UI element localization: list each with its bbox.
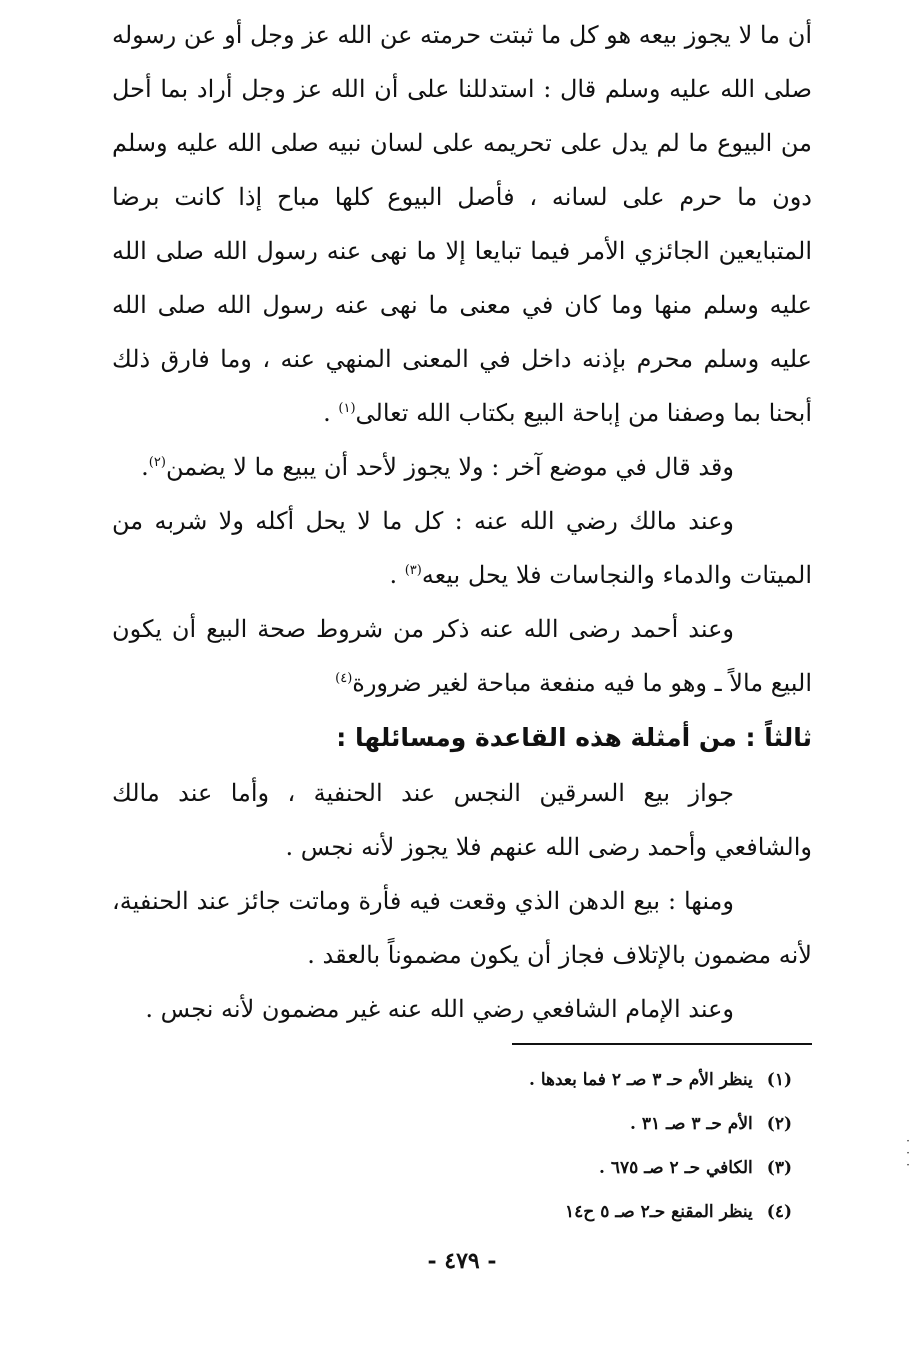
footnote-item bbox=[342, 1058, 792, 1102]
paragraph-example-sirqin: جواز بيع السرقين النجس عند الحنفية ، وأما عند مالك والشافعي وأحمد رضى الله عنهم فلا يجوز لأنه نجس . bbox=[112, 779, 812, 861]
footnote-item bbox=[342, 1190, 792, 1234]
footnote-ref[interactable]: (١) bbox=[338, 401, 356, 416]
footnote-ref[interactable]: (٣) bbox=[404, 563, 422, 578]
section-heading: ثالثاً : من أمثلة هذه القاعدة ومسائلها : bbox=[336, 723, 812, 752]
footnote-number: (٣) bbox=[766, 1158, 792, 1178]
footnote-text: الكافي حـ ٢ صـ ٦٧٥ . bbox=[599, 1158, 753, 1178]
paragraph-example-oil: ومنها : بيع الدهن الذي وقعت فيه فأرة وماتت جائز عند الحنفية، لأنه مضمون بالإتلاف فجاز أن يكون مضموناً بالعقد . bbox=[112, 887, 812, 969]
footnote-text: ينظر الأم حـ ٣ صـ ٢ فما بعدها . bbox=[529, 1070, 753, 1090]
footnote-ref[interactable]: (٢) bbox=[148, 455, 166, 470]
paragraph-shafii-principle: أن ما لا يجوز بيعه هو كل ما ثبتت حرمته عن الله عز وجل أو عن رسوله صلى الله عليه وسلم قال : استدللنا على أن الله عز وجل أراد بما أحل من البيوع ما لم يدل على تحريمه على لسان نبيه صلى الله عليه وسلم دون ما حرم على لسانه ، فأصل البيوع كلها مباح إذا كانت برضا المتبايعين الجائزي الأمر فيما تبايعا إلا ما نهى عنه رسول الله صلى الله عليه وسلم منها وما كان في معنى ما نهى عنه رسول الله صلى الله عليه وسلم محرم بإذنه داخل في المعنى المنهي عنه ، وما فارق ذلك أبحنا بما وصفنا من إباحة البيع بكتاب الله تعالى$^{(١)}$ . bbox=[111, 21, 812, 427]
main-text bbox=[112, 8, 812, 1036]
footnote-number: (١) bbox=[766, 1070, 792, 1090]
footnote-ref[interactable]: (٤) bbox=[335, 671, 353, 686]
footnote-item bbox=[342, 1146, 792, 1190]
footnote-text: ينظر المقنع حـ٢ صـ ٥ ح١٤ bbox=[565, 1202, 753, 1222]
footnote-number: (٢) bbox=[766, 1114, 792, 1134]
footnote-separator bbox=[512, 1043, 812, 1045]
page-number: - ٤٧٩ - bbox=[427, 1248, 497, 1274]
paragraph-malik: وعند مالك رضي الله عنه : كل ما لا يحل أكله ولا شربه من الميتات والدماء والنجاسات فلا يحل بيعه$^{(٣)}$ . bbox=[112, 507, 812, 589]
footnote-item bbox=[342, 1102, 792, 1146]
footnote-number: (٤) bbox=[766, 1202, 792, 1222]
paragraph-ahmad: وعند أحمد رضى الله عنه ذكر من شروط صحة البيع أن يكون البيع مالاً ـ وهو ما فيه منفعة مباحة لغير ضرورة$^{(٤)}$ bbox=[112, 615, 812, 697]
paragraph-shafii-other-place: وقد قال في موضع آخر : ولا يجوز لأحد أن يبيع ما لا يضمن$^{(٢)}$. bbox=[141, 453, 734, 481]
footnote-text: الأم حـ ٣ صـ ٣١ . bbox=[629, 1114, 753, 1134]
paragraph-example-shafii: وعند الإمام الشافعي رضي الله عنه غير مضمون لأنه نجس . bbox=[145, 995, 734, 1023]
margin-dots-decoration: · · · bbox=[906, 1134, 910, 1172]
footnotes bbox=[342, 1058, 792, 1234]
